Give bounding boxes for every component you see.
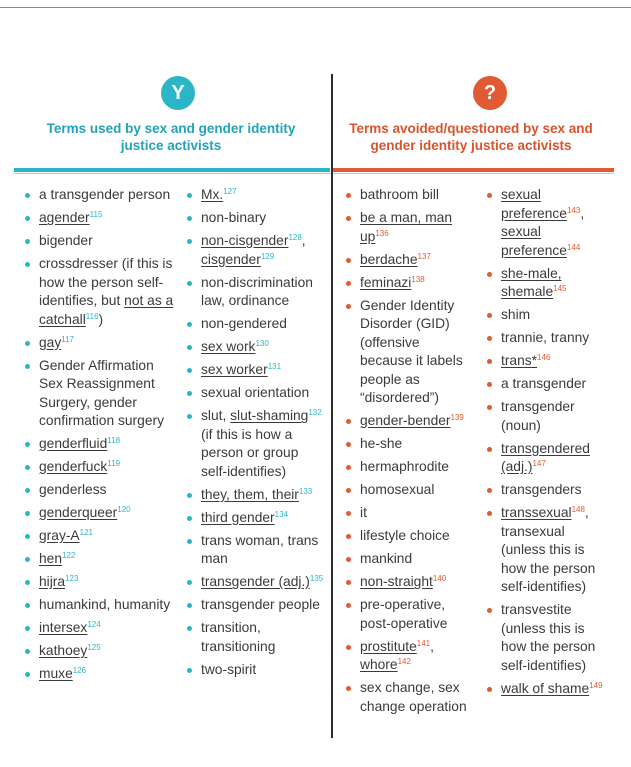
- term-text: mankind: [360, 551, 413, 566]
- term-text: sex work: [201, 339, 256, 354]
- footnote-ref: 138: [411, 274, 425, 284]
- term-text: Mx.: [201, 187, 224, 202]
- used-terms-band: [14, 168, 330, 172]
- avoided-terms-badge-icon: ?: [473, 76, 507, 110]
- term-text: ,: [580, 205, 585, 221]
- footnote-ref: 148: [571, 505, 585, 514]
- term-text: hen: [39, 551, 63, 566]
- term-item: [187, 361, 327, 380]
- footnote-ref: 129: [260, 251, 275, 261]
- term-item: [25, 642, 175, 661]
- footnote-ref: 134: [274, 509, 288, 519]
- term-text: shim: [501, 307, 531, 322]
- term-text: non-straight: [360, 574, 433, 589]
- term-text: genderqueer: [39, 505, 118, 520]
- term-item: [346, 458, 474, 477]
- term-item: [187, 509, 327, 528]
- term-text: sex worker: [201, 362, 268, 377]
- term-item: [25, 619, 175, 638]
- footnote-ref: 127: [223, 187, 237, 196]
- used-terms-badge-icon: Y: [161, 76, 195, 110]
- footnote-ref: 128: [288, 233, 302, 242]
- term-item: [187, 407, 327, 481]
- term-text: not as a catchall: [39, 293, 174, 327]
- term-item: [187, 573, 327, 592]
- term-item: [487, 306, 605, 325]
- term-item: [346, 251, 474, 270]
- term-text: ): [98, 311, 104, 327]
- term-item: [487, 504, 605, 597]
- term-item: [346, 573, 474, 592]
- term-text: transgender (adj.): [201, 574, 310, 589]
- term-text: agender: [39, 210, 90, 225]
- term-text: walk of shame: [501, 680, 590, 696]
- term-item: [187, 661, 327, 680]
- term-item: [25, 596, 175, 615]
- term-text: slut-shaming: [230, 408, 309, 423]
- footnote-ref: 133: [298, 486, 313, 496]
- term-text: transgendered (adj.): [501, 440, 590, 474]
- term-item: [487, 680, 605, 699]
- term-item: [346, 297, 474, 408]
- term-text: homosexual: [360, 482, 435, 497]
- term-item: [187, 232, 327, 269]
- term-text: sex change, sex change operation: [360, 680, 467, 714]
- footnote-ref: 132: [308, 408, 322, 417]
- term-item: [187, 596, 327, 615]
- term-item: [187, 384, 327, 403]
- top-rule: [0, 7, 631, 8]
- footnote-ref: 135: [309, 574, 324, 583]
- term-text: transvestite (unless this is how the person self-identifies): [501, 602, 596, 673]
- term-text: Gender Affirmation Sex Reassignment Surgery, gender confirmation surgery: [39, 357, 164, 428]
- term-item: [346, 209, 474, 246]
- term-item: [346, 186, 474, 205]
- term-text: a transgender person: [39, 187, 171, 202]
- term-item: [487, 186, 605, 260]
- term-text: bathroom bill: [360, 187, 439, 202]
- footnote-ref: 140: [432, 574, 447, 583]
- term-text: prostitute: [360, 638, 417, 654]
- term-text: lifestyle choice: [360, 528, 450, 543]
- avoided-terms-band: [333, 168, 614, 172]
- term-text: a transgender: [501, 376, 587, 391]
- term-item: [25, 232, 175, 251]
- term-text: be a man, man up: [360, 210, 453, 244]
- term-item: [25, 186, 175, 205]
- term-text: (if this is how a person or group self-identifies): [201, 426, 299, 479]
- term-item: [187, 486, 327, 505]
- term-text: it: [360, 505, 367, 520]
- footnote-ref: 131: [267, 362, 282, 371]
- footnote-ref: 139: [450, 413, 464, 422]
- term-item: [487, 601, 605, 675]
- footnote-ref: 145: [553, 284, 567, 293]
- term-item: [346, 596, 474, 633]
- term-text: non-binary: [201, 210, 267, 225]
- column-divider: [331, 74, 333, 738]
- term-text: feminazi: [360, 274, 412, 290]
- term-text: slut,: [201, 408, 231, 423]
- term-text: humankind, humanity: [39, 597, 171, 612]
- term-text: ,: [430, 638, 434, 654]
- term-text: sexual preference: [501, 187, 567, 221]
- footnote-ref: 119: [107, 459, 121, 468]
- header-underline: [14, 173, 614, 174]
- term-text: transgenders: [501, 482, 582, 497]
- term-item: [346, 504, 474, 523]
- term-text: sexual orientation: [201, 385, 310, 400]
- term-text: sexual preference: [501, 224, 567, 258]
- term-item: [187, 209, 327, 228]
- term-item: [25, 573, 175, 592]
- term-text: genderfluid: [39, 436, 108, 451]
- term-item: [187, 186, 327, 205]
- term-text: gender-bender: [360, 413, 451, 428]
- term-text: genderfuck: [39, 459, 108, 474]
- term-text: genderless: [39, 482, 107, 497]
- term-item: [187, 532, 327, 569]
- term-item: [487, 265, 605, 302]
- term-item: [187, 315, 327, 334]
- footnote-ref: 121: [79, 528, 93, 537]
- term-item: [487, 481, 605, 500]
- footnote-ref: 123: [65, 574, 79, 583]
- term-text: whore: [360, 657, 398, 672]
- term-item: [487, 440, 605, 477]
- term-item: [25, 665, 175, 684]
- term-text: gay: [39, 334, 62, 350]
- term-text: non-cisgender: [201, 233, 289, 248]
- term-text: hermaphrodite: [360, 459, 449, 474]
- footnote-ref: 143: [566, 205, 581, 215]
- term-text: hijra: [39, 574, 66, 589]
- footnote-ref: 115: [89, 210, 103, 219]
- term-item: [25, 255, 175, 329]
- term-item: [187, 274, 327, 311]
- term-text: intersex: [39, 620, 88, 635]
- footnote-ref: 144: [566, 242, 581, 252]
- term-text: transsexual: [501, 505, 572, 520]
- used-terms-list-1: [25, 186, 175, 688]
- term-text: transgender people: [201, 597, 320, 612]
- term-item: [346, 274, 474, 293]
- used-terms-list-2: [187, 186, 327, 684]
- term-item: [346, 638, 474, 675]
- footnote-ref: 117: [61, 334, 75, 344]
- term-text: bigender: [39, 233, 93, 248]
- footnote-ref: 118: [107, 436, 121, 445]
- avoided-terms-list-2: [487, 186, 605, 703]
- term-item: [487, 398, 605, 435]
- term-text: kathoey: [39, 643, 88, 658]
- footnote-ref: 130: [255, 339, 269, 348]
- term-item: [487, 352, 605, 371]
- footnote-ref: 126: [72, 666, 87, 675]
- term-text: berdache: [360, 251, 418, 267]
- term-text: pre-operative, post-operative: [360, 597, 448, 631]
- term-item: [346, 527, 474, 546]
- term-item: [187, 338, 327, 357]
- term-item: [25, 435, 175, 454]
- term-text: crossdresser (if this is how the person self-identifies, but: [39, 256, 173, 308]
- term-text: trans woman, trans man: [201, 532, 319, 566]
- term-text: trans*: [501, 353, 538, 368]
- term-item: [25, 458, 175, 477]
- term-text: transition, transitioning: [201, 620, 276, 654]
- avoided-terms-list-1: [346, 186, 474, 721]
- footnote-ref: 141: [416, 638, 431, 648]
- term-text: cisgender: [201, 251, 261, 267]
- term-item: [25, 550, 175, 569]
- term-text: muxe: [39, 666, 73, 681]
- term-item: [25, 334, 175, 353]
- term-text: ,: [301, 233, 306, 248]
- term-text: he-she: [360, 436, 403, 451]
- term-text: non-discrimination law, ordinance: [201, 274, 313, 308]
- term-text: non-gendered: [201, 316, 287, 331]
- footnote-ref: 125: [87, 643, 101, 652]
- used-terms-heading: Terms used by sex and gender identity justice activists: [46, 121, 296, 153]
- footnote-ref: 147: [532, 459, 546, 468]
- term-item: [487, 375, 605, 394]
- term-text: two-spirit: [201, 661, 257, 677]
- footnote-ref: 136: [375, 228, 389, 238]
- term-text: trannie, tranny: [501, 330, 590, 345]
- term-item: [346, 481, 474, 500]
- term-text: she-male, shemale: [501, 265, 562, 299]
- term-text: Gender Identity Disorder (GID) (offensive because it labels people as “disordered”): [360, 297, 463, 405]
- term-item: [25, 527, 175, 546]
- footnote-ref: 142: [397, 657, 411, 666]
- footnote-ref: 149: [589, 680, 603, 690]
- term-text: , transexual (unless this is how the person self-identifies): [501, 505, 596, 594]
- term-text: transgender (noun): [501, 399, 575, 433]
- term-item: [346, 679, 474, 716]
- term-item: [25, 357, 175, 431]
- footnote-ref: 124: [87, 620, 101, 629]
- term-item: [25, 504, 175, 523]
- avoided-terms-heading: Terms avoided/questioned by sex and gender identity justice activists: [349, 121, 593, 153]
- term-item: [25, 209, 175, 228]
- term-item: [25, 481, 175, 500]
- term-text: gray-A: [39, 528, 80, 543]
- footnote-ref: 120: [117, 505, 131, 514]
- footnote-ref: 137: [417, 251, 431, 261]
- term-item: [187, 619, 327, 656]
- term-text: they, them, their: [201, 486, 299, 502]
- term-item: [487, 329, 605, 348]
- term-text: third gender: [201, 509, 275, 525]
- term-item: [346, 550, 474, 569]
- term-item: [346, 435, 474, 454]
- footnote-ref: 122: [62, 551, 76, 560]
- term-item: [346, 412, 474, 431]
- footnote-ref: 146: [537, 353, 551, 362]
- footnote-ref: 116: [85, 311, 99, 321]
